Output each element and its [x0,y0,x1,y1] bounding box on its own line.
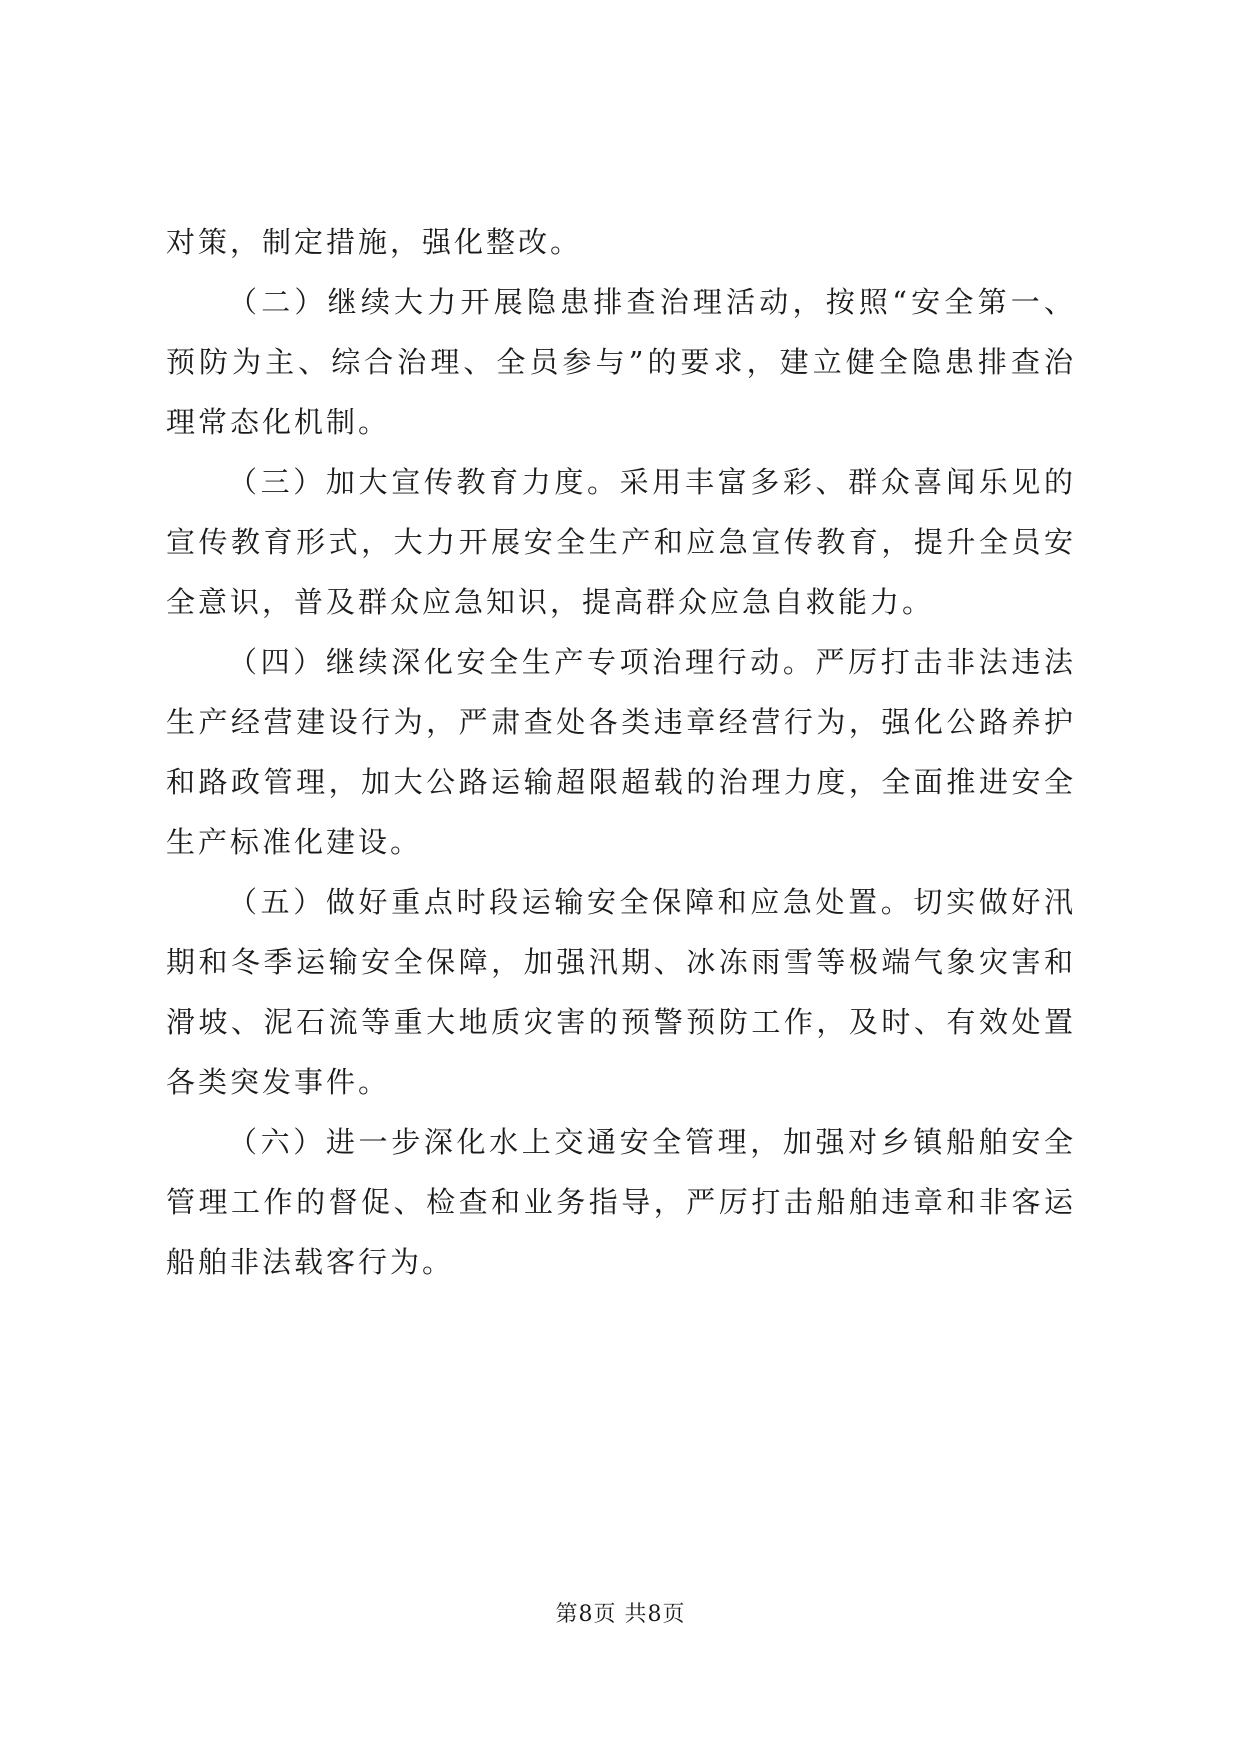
document-body [166,212,1076,1292]
paragraph-item-4: （四）继续深化安全生产专项治理行动。严厉打击非法违法生产经营建设行为，严肃查处各类违章经营行为，强化公路养护和路政管理，加大公路运输超限超载的治理力度，全面推进安全生产标准化建设。 [166,645,1076,859]
paragraph-item-5: （五）做好重点时段运输安全保障和应急处置。切实做好汛期和冬季运输安全保障，加强汛期、冰冻雨雪等极端气象灾害和滑坡、泥石流等重大地质灾害的预警预防工作，及时、有效处置各类突发事件。 [166,885,1076,1099]
paragraph-item-2: （二）继续大力开展隐患排查治理活动，按照“安全第一、预防为主、综合治理、全员参与”的要求，建立健全隐患排查治理常态化机制。 [166,285,1076,439]
page-number: 第8页 共8页 [555,1602,686,1627]
page-footer [0,1597,1241,1628]
paragraph-item-3: （三）加大宣传教育力度。采用丰富多彩、群众喜闻乐见的宣传教育形式，大力开展安全生产和应急宣传教育，提升全员安全意识，普及群众应急知识，提高群众应急自救能力。 [166,465,1076,619]
paragraph-item-6: （六）进一步深化水上交通安全管理，加强对乡镇船舶安全管理工作的督促、检查和业务指导，严厉打击船舶违章和非客运船舶非法载客行为。 [166,1125,1076,1279]
paragraph-continuation: 对策，制定措施，强化整改。 [166,225,583,259]
